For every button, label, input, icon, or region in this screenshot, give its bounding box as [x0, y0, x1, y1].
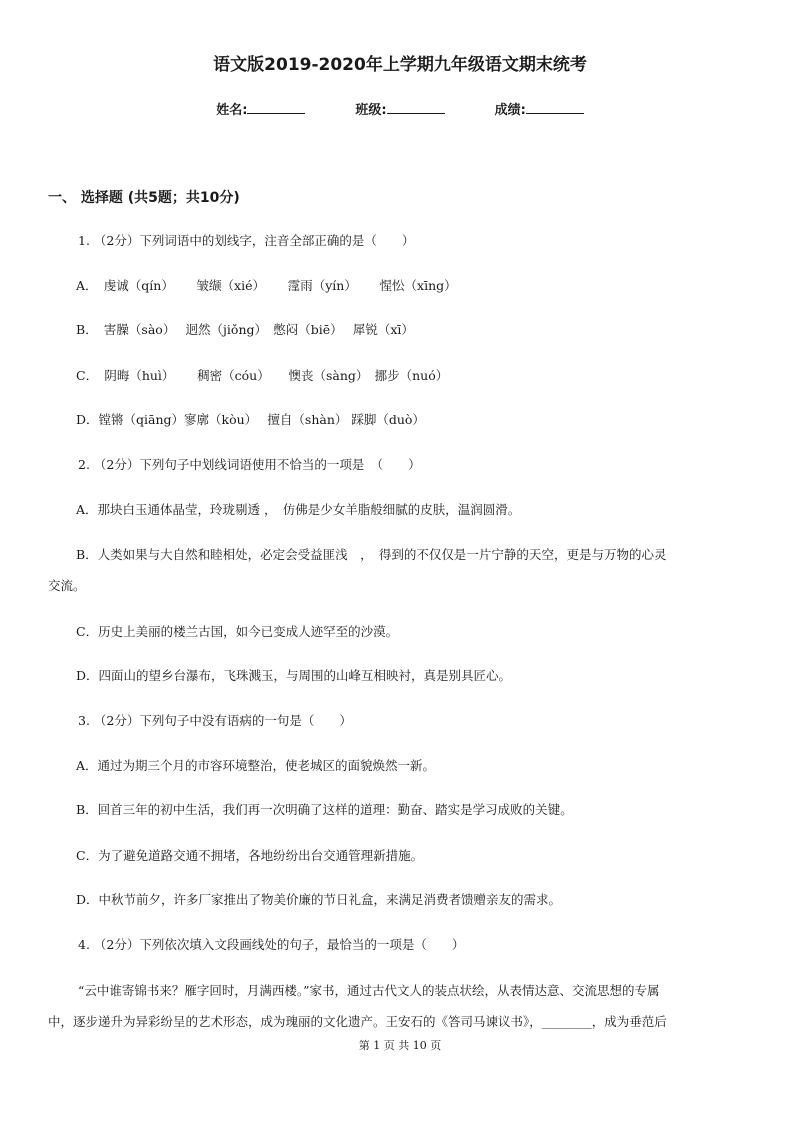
question-4-passage-line-2: 中，逐步递升为异彩纷呈的艺术形态，成为瑰丽的文化遗产。王安石的《答司马谏议书》，________，成为垂范后 [48, 1014, 667, 1029]
question-2-option-a: A．那块白玉通体晶莹，玲珑剔透 ， 仿佛是少女羊脂般细腻的皮肤，温润圆滑。 [76, 502, 521, 517]
question-1-option-b: B． 害臊（sào） 迥然（jiǒng） 憋闷（biē） 犀锐（xī） [76, 322, 414, 337]
question-2-option-d: D．四面山的望乡台瀑布，飞珠溅玉，与周围的山峰互相映衬，真是别具匠心。 [76, 668, 512, 683]
question-1-option-c: C． 阴晦（huì） 稠密（cóu） 懊丧（sàng） 挪步（nuó） [76, 368, 449, 383]
question-3-option-b: B．回首三年的初中生活，我们再一次明确了这样的道理：勤奋、踏实是学习成败的关键。 [76, 802, 573, 817]
question-3-stem: 3. （2分）下列句子中没有语病的一句是（ ） [78, 713, 352, 728]
question-4-stem: 4. （2分）下列依次填入文段画线处的句子，最恰当的一项是（ ） [78, 937, 465, 952]
name-field [216, 99, 305, 118]
question-2-option-b-cont: 交流。 [48, 578, 86, 593]
question-1-option-d: D．镗锵（qiāng）寥廓（kòu） 擅自（shàn） 踩脚（duò） [76, 412, 425, 427]
question-2-stem: 2. （2分）下列句子中划线词语使用不恰当的一项是 （ ） [78, 457, 421, 472]
question-2-option-b: B．人类如果与大自然和睦相处，必定会受益匪浅 ， 得到的不仅仅是一片宁静的天空，更是与万物的心灵 [76, 547, 667, 562]
name-label: 姓名: [216, 103, 248, 118]
student-info-row [0, 99, 800, 118]
score-blank[interactable] [526, 101, 584, 114]
score-label: 成绩: [494, 103, 526, 118]
question-3-option-a: A．通过为期三个月的市容环境整治，使老城区的面貌焕然一新。 [76, 758, 436, 773]
question-4-passage-line-1: “云中谁寄锦书来？雁字回时，月满西楼。”家书，通过古代文人的装点状绘，从表情达意、交流思想的专属 [78, 983, 660, 998]
exam-title: 语文版2019-2020年上学期九年级语文期末统考 [213, 55, 587, 75]
score-field [495, 99, 584, 118]
name-blank[interactable] [247, 101, 305, 114]
question-1-option-a: A． 虔诚（qín） 皱缬（xié） 霪雨（yín） 惺忪（xīng） [76, 278, 457, 293]
class-blank[interactable] [387, 101, 445, 114]
page-footer: 第 1 页 共 10 页 [358, 1039, 442, 1052]
section-heading: 一、 选择题 (共5题；共10分) [48, 190, 240, 206]
class-label: 班级: [355, 103, 387, 118]
question-2-option-c: C．历史上美丽的楼兰古国，如今已变成人迹罕至的沙漠。 [76, 624, 399, 639]
class-field [355, 99, 444, 118]
question-3-option-c: C．为了避免道路交通不拥堵，各地纷纷出台交通管理新措施。 [76, 848, 424, 863]
question-3-option-d: D．中秋节前夕，许多厂家推出了物美价廉的节日礼盒，来满足消费者馈赠亲友的需求。 [76, 892, 562, 907]
question-1-stem: 1. （2分）下列词语中的划线字，注音全部正确的是（ ） [78, 233, 415, 248]
